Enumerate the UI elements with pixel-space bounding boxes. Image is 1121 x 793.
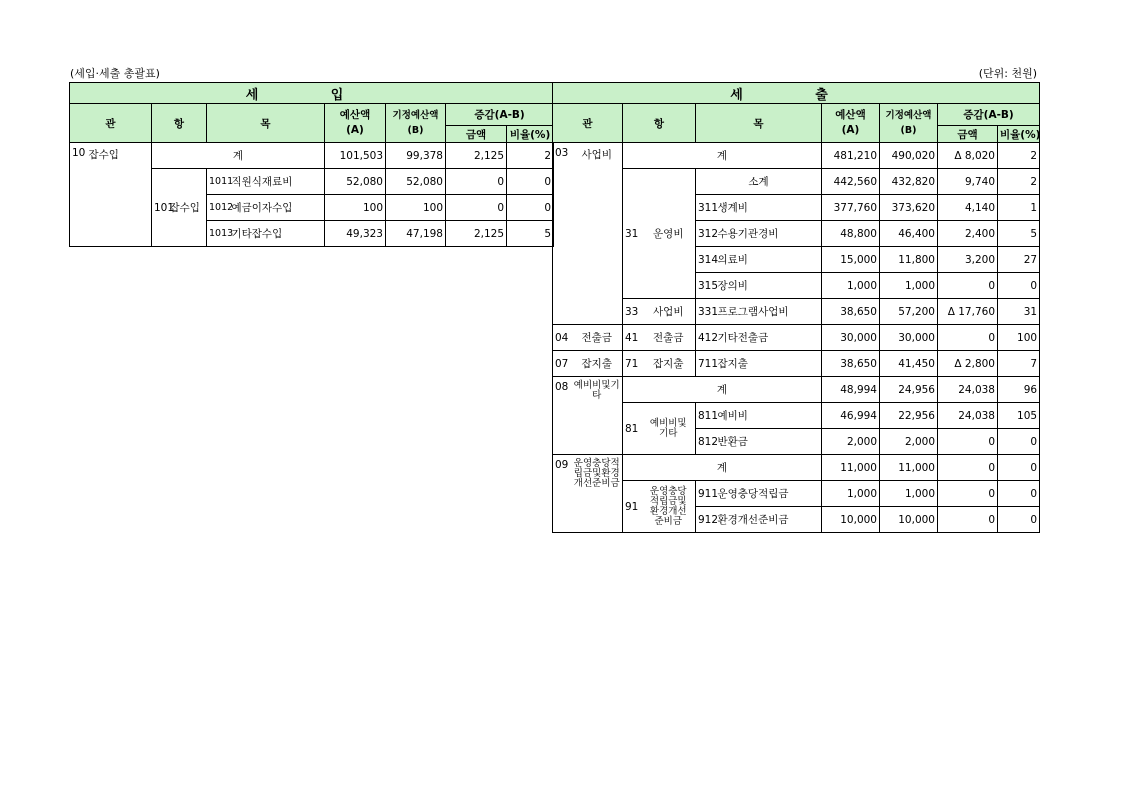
expense-row: [553, 351, 1040, 377]
expense-row: [553, 143, 1040, 169]
income-header-budget: 예산액 (A): [325, 104, 386, 143]
expense-a: 442,560: [822, 169, 880, 195]
expense-hang-code: 91: [623, 481, 642, 533]
income-header-prior: 기정예산액 (B): [386, 104, 446, 143]
expense-row: [553, 377, 1040, 403]
expense-gwan-name: 운영충당적립금및환경개선준비금: [572, 455, 623, 533]
expense-gwan-code: 09: [553, 455, 572, 533]
expense-b: 57,200: [880, 299, 938, 325]
expense-mok-name: 운영충당적립금: [716, 481, 822, 507]
expense-pct: 5: [998, 221, 1040, 247]
income-header-mok: 목: [207, 104, 325, 143]
expense-subtotal-label: 소계: [696, 169, 822, 195]
expense-b: 11,800: [880, 247, 938, 273]
expense-a: 1,000: [822, 481, 880, 507]
expense-amt: 3,200: [938, 247, 998, 273]
expense-row: [553, 403, 1040, 429]
expense-gwan-code: 07: [553, 351, 572, 377]
expense-pct: 27: [998, 247, 1040, 273]
expense-a: 10,000: [822, 507, 880, 533]
expense-row: [553, 481, 1040, 507]
income-mok-code: 1012: [207, 195, 230, 221]
expense-b: 373,620: [880, 195, 938, 221]
expense-header-ratio: 비율(%): [998, 126, 1040, 143]
income-b: 100: [386, 195, 446, 221]
income-mok-name: 직원식재료비: [230, 169, 325, 195]
income-total-label: 계: [152, 143, 325, 169]
income-hang-name: 잡수입: [170, 169, 207, 247]
expense-amt: Δ 8,020: [938, 143, 998, 169]
expense-a: 377,760: [822, 195, 880, 221]
expense-a: 481,210: [822, 143, 880, 169]
expense-header-budget: 예산액 (A): [822, 104, 880, 143]
expense-pct: 0: [998, 455, 1040, 481]
expense-pct: 1: [998, 195, 1040, 221]
expense-b: 46,400: [880, 221, 938, 247]
expense-mok-name: 수용기관경비: [716, 221, 822, 247]
expense-hang-name: 전출금: [642, 325, 696, 351]
expense-gwan-code: 08: [553, 377, 572, 455]
expense-mok-name: 생계비: [716, 195, 822, 221]
expense-b: 30,000: [880, 325, 938, 351]
expense-hang-name: 운영충당적립금및환경개선준비금: [642, 481, 696, 533]
expense-b: 11,000: [880, 455, 938, 481]
income-total-a: 101,503: [325, 143, 386, 169]
expense-gwan-name: 전출금: [572, 325, 623, 351]
expense-pct: 0: [998, 481, 1040, 507]
expense-mok-code: 331: [696, 299, 716, 325]
expense-pct: 31: [998, 299, 1040, 325]
expense-b: 41,450: [880, 351, 938, 377]
expense-mok-code: 315: [696, 273, 716, 299]
expense-amt: 0: [938, 325, 998, 351]
income-header-hang: 항: [152, 104, 207, 143]
income-header-ratio: 비율(%): [507, 126, 554, 143]
expense-a: 46,994: [822, 403, 880, 429]
income-pct: 0: [507, 195, 554, 221]
expense-a: 11,000: [822, 455, 880, 481]
expense-b: 24,956: [880, 377, 938, 403]
expense-header-gwan: 관: [553, 104, 623, 143]
income-mok-code: 1011: [207, 169, 230, 195]
expense-mok-name: 프로그램사업비: [716, 299, 822, 325]
expense-amt: 4,140: [938, 195, 998, 221]
expense-hang-code: 71: [623, 351, 642, 377]
income-a: 100: [325, 195, 386, 221]
expense-table: [552, 82, 1040, 533]
expense-pct: 100: [998, 325, 1040, 351]
expense-mok-code: 412: [696, 325, 716, 351]
expense-amt: 24,038: [938, 377, 998, 403]
expense-b: 490,020: [880, 143, 938, 169]
expense-a: 48,800: [822, 221, 880, 247]
expense-mok-name: 예비비: [716, 403, 822, 429]
income-mok-name: 기타잡수입: [230, 221, 325, 247]
expense-a: 2,000: [822, 429, 880, 455]
expense-total-label: 계: [623, 455, 822, 481]
expense-title: 세 출: [553, 83, 1040, 104]
income-pct: 0: [507, 169, 554, 195]
income-total-row: [70, 143, 554, 169]
caption-right: (단위: 천원): [978, 67, 1037, 80]
expense-header-prior: 기정예산액 (B): [880, 104, 938, 143]
expense-hang-name: 사업비: [642, 299, 696, 325]
expense-amt: 0: [938, 455, 998, 481]
expense-header-mok: 목: [696, 104, 822, 143]
income-b: 52,080: [386, 169, 446, 195]
expense-a: 30,000: [822, 325, 880, 351]
income-amt: 0: [446, 169, 507, 195]
income-header-gwan: 관: [70, 104, 152, 143]
income-b: 47,198: [386, 221, 446, 247]
expense-gwan-name: 예비비및기타: [572, 377, 623, 455]
expense-pct: 105: [998, 403, 1040, 429]
expense-b: 1,000: [880, 481, 938, 507]
expense-amt: 0: [938, 507, 998, 533]
expense-hang-code: 41: [623, 325, 642, 351]
expense-header-hang: 항: [623, 104, 696, 143]
expense-row: [553, 325, 1040, 351]
expense-pct: 0: [998, 273, 1040, 299]
expense-mok-code: 311: [696, 195, 716, 221]
expense-gwan-name: 잡지출: [572, 351, 623, 377]
expense-pct: 0: [998, 429, 1040, 455]
expense-a: 1,000: [822, 273, 880, 299]
expense-amt: 24,038: [938, 403, 998, 429]
expense-pct: 2: [998, 143, 1040, 169]
expense-amt: 9,740: [938, 169, 998, 195]
income-total-pct: 2: [507, 143, 554, 169]
expense-mok-code: 312: [696, 221, 716, 247]
expense-row: [553, 455, 1040, 481]
expense-pct: 7: [998, 351, 1040, 377]
expense-mok-name: 장의비: [716, 273, 822, 299]
expense-gwan-name: 사업비: [572, 143, 623, 325]
expense-amt: 0: [938, 429, 998, 455]
expense-hang-code: 81: [623, 403, 642, 455]
income-header-diff: 증감(A-B): [446, 104, 554, 126]
expense-mok-code: 912: [696, 507, 716, 533]
expense-b: 10,000: [880, 507, 938, 533]
expense-mok-name: 기타전출금: [716, 325, 822, 351]
expense-hang-name: 운영비: [642, 169, 696, 299]
expense-mok-name: 반환금: [716, 429, 822, 455]
expense-mok-code: 811: [696, 403, 716, 429]
expense-amt: 0: [938, 273, 998, 299]
expense-hang-code: 31: [623, 169, 642, 299]
expense-header-diff: 증감(A-B): [938, 104, 1040, 126]
expense-b: 432,820: [880, 169, 938, 195]
expense-amt: Δ 17,760: [938, 299, 998, 325]
expense-gwan-code: 03: [553, 143, 572, 325]
expense-pct: 0: [998, 507, 1040, 533]
income-pct: 5: [507, 221, 554, 247]
expense-b: 22,956: [880, 403, 938, 429]
expense-mok-code: 314: [696, 247, 716, 273]
expense-a: 48,994: [822, 377, 880, 403]
expense-mok-code: 911: [696, 481, 716, 507]
income-a: 52,080: [325, 169, 386, 195]
expense-amt: 0: [938, 481, 998, 507]
expense-amt: Δ 2,800: [938, 351, 998, 377]
income-total-b: 99,378: [386, 143, 446, 169]
expense-b: 1,000: [880, 273, 938, 299]
expense-pct: 96: [998, 377, 1040, 403]
expense-mok-name: 잡지출: [716, 351, 822, 377]
expense-hang-code: 33: [623, 299, 642, 325]
expense-mok-name: 의료비: [716, 247, 822, 273]
expense-gwan-code: 04: [553, 325, 572, 351]
expense-header-amount: 금액: [938, 126, 998, 143]
expense-total-label: 계: [623, 377, 822, 403]
income-header-amount: 금액: [446, 126, 507, 143]
expense-hang-name: 예비비및기타: [642, 403, 696, 455]
expense-total-label: 계: [623, 143, 822, 169]
expense-a: 15,000: [822, 247, 880, 273]
expense-b: 2,000: [880, 429, 938, 455]
income-gwan-code: 10: [70, 143, 87, 247]
expense-mok-code: 711: [696, 351, 716, 377]
expense-row: [553, 299, 1040, 325]
expense-hang-name: 잡지출: [642, 351, 696, 377]
income-hang-code: 101: [152, 169, 170, 247]
income-gwan-name: 잡수입: [87, 143, 152, 247]
income-mok-name: 예금이자수입: [230, 195, 325, 221]
caption-left: (세입·세출 총괄표): [70, 67, 160, 80]
expense-pct: 2: [998, 169, 1040, 195]
expense-a: 38,650: [822, 299, 880, 325]
income-table: [69, 82, 554, 247]
expense-a: 38,650: [822, 351, 880, 377]
income-amt: 0: [446, 195, 507, 221]
expense-amt: 2,400: [938, 221, 998, 247]
income-total-amt: 2,125: [446, 143, 507, 169]
expense-row: [553, 169, 1040, 195]
income-title: 세 입: [70, 83, 554, 104]
expense-mok-name: 환경개선준비금: [716, 507, 822, 533]
income-a: 49,323: [325, 221, 386, 247]
expense-mok-code: 812: [696, 429, 716, 455]
income-amt: 2,125: [446, 221, 507, 247]
income-mok-code: 1013: [207, 221, 230, 247]
